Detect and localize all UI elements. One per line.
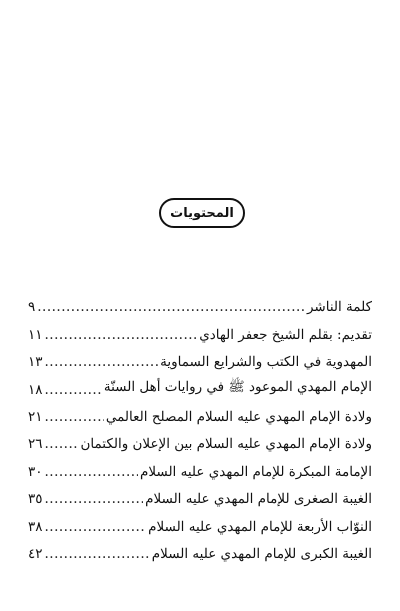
toc-entry	[28, 343, 372, 370]
dot-leader	[45, 409, 104, 425]
toc-page-number: ٣٨	[28, 518, 43, 535]
toc-page-number: ٢٦	[28, 436, 43, 453]
contents-heading: المحتويات	[159, 198, 245, 228]
toc-entry-title: تقديم: بقلم الشيخ جعفر الهادي	[199, 326, 372, 343]
toc-page-number: ٣٥	[28, 491, 43, 508]
toc-entry	[28, 507, 372, 534]
toc-entry	[28, 535, 372, 562]
toc-entry-title: ولادة الإمام المهدي عليه السلام بين الإعلان والكتمان	[80, 436, 372, 453]
toc-page-number: ١٨	[28, 381, 43, 398]
toc-entry	[28, 452, 372, 479]
toc-entry	[28, 288, 372, 315]
dot-leader	[45, 382, 102, 398]
toc-entry	[28, 398, 372, 425]
toc-entry-title: الغيبة الصغرى للإمام المهدي عليه السلام	[145, 491, 372, 508]
toc-entry-title: المهدوية في الكتب والشرايع السماوية	[160, 354, 372, 371]
dot-leader	[45, 546, 150, 562]
toc-page-number: ٩	[28, 299, 36, 316]
dot-leader	[45, 464, 138, 480]
toc-entry	[28, 370, 372, 397]
toc-entry-title: النوّاب الأربعة للإمام المهدي عليه السلام	[148, 518, 372, 535]
toc-entry	[28, 480, 372, 507]
toc-page-number: ١١	[28, 326, 43, 343]
dot-leader	[45, 491, 144, 507]
toc-entry	[28, 315, 372, 342]
dot-leader	[45, 327, 198, 343]
toc-entry-title: كلمة الناشر	[306, 299, 372, 316]
toc-entry-title: ولادة الإمام المهدي عليه السلام المصلح العالمي	[105, 408, 372, 425]
toc-entry-title: الإمام المهدي الموعود ﷺ في روايات أهل السنّة	[103, 378, 372, 395]
toc-page-number: ٤٢	[28, 545, 43, 562]
toc-entry-title: الإمامة المبكرة للإمام المهدي عليه السلام	[139, 463, 372, 480]
toc-page-number: ٢١	[28, 408, 43, 425]
dot-leader	[45, 436, 79, 452]
toc-page-number: ٣٠	[28, 463, 43, 480]
dot-leader	[37, 299, 305, 315]
toc-entry	[28, 425, 372, 452]
toc-page-number: ١٣	[28, 354, 43, 371]
dot-leader	[45, 519, 147, 535]
table-of-contents	[28, 288, 372, 562]
toc-entry-title: الغيبة الكبرى للإمام المهدي عليه السلام	[151, 545, 372, 562]
dot-leader	[45, 354, 159, 370]
